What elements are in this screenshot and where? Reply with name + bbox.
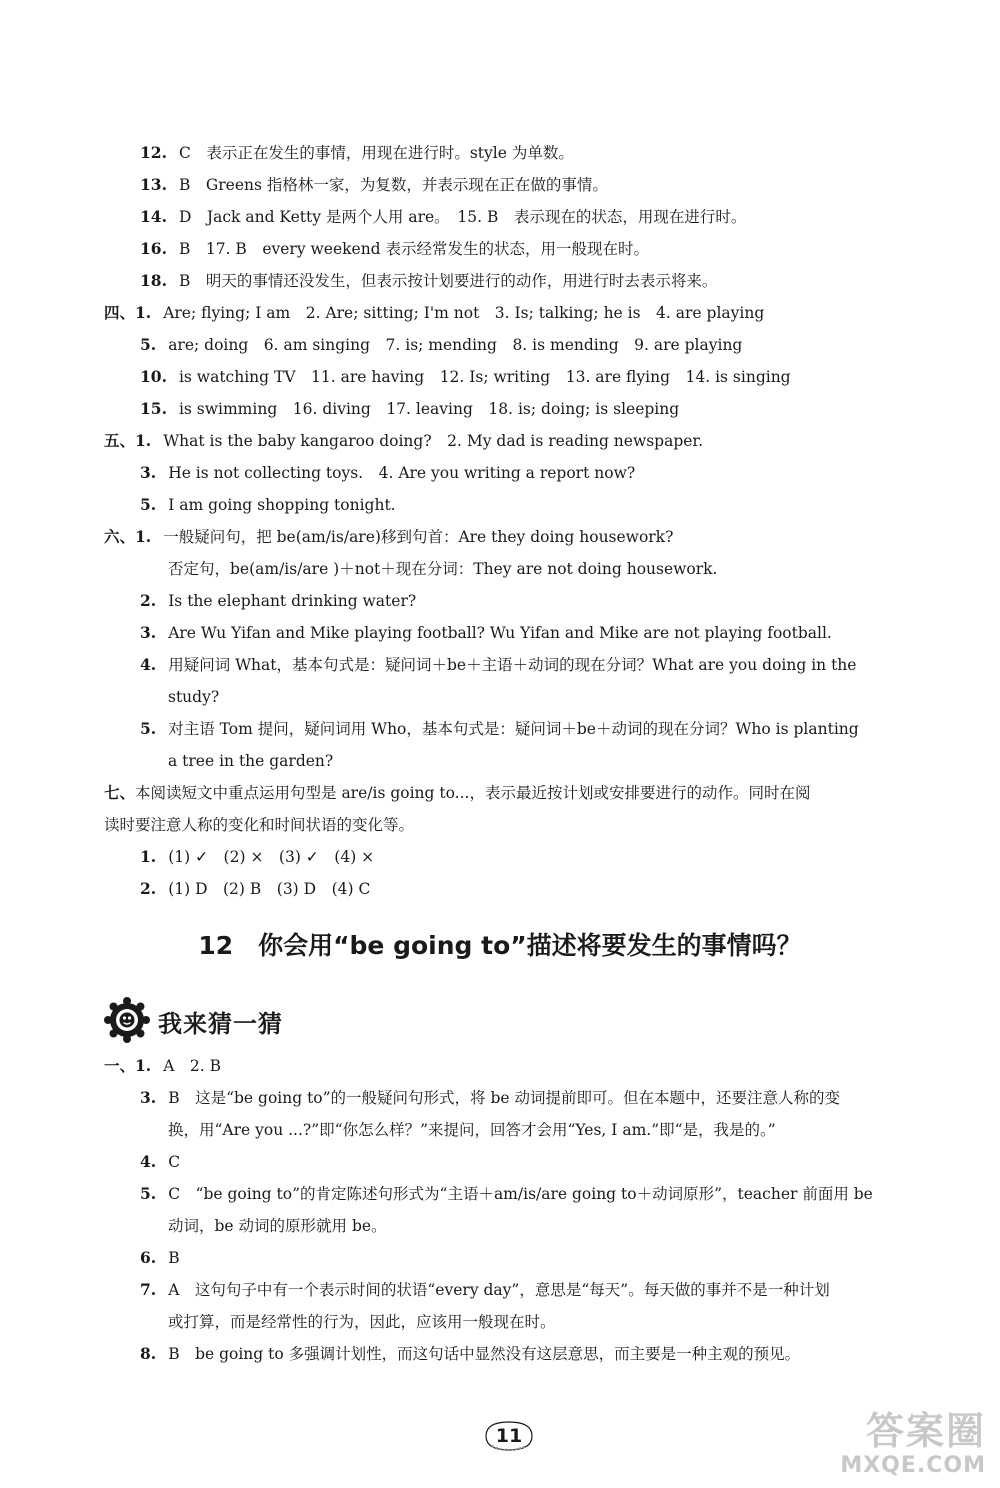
answer-line: 4. 用疑问词 What，基本句式是：疑问词＋be＋主语＋动词的现在分词？What are you doing in the	[140, 655, 857, 674]
answer-line: 10. is watching TV 11. are having 12. Is; writing 13. are flying 14. is singing	[140, 367, 791, 386]
answer-line: 2. Is the elephant drinking water?	[140, 591, 417, 610]
answer-line: 6. B	[140, 1248, 180, 1267]
gear-icon	[104, 997, 150, 1043]
answer-line: 7. A 这句句子中有一个表示时间的状语“every day”，意思是“每天”。每天做的事并不是一种计划	[140, 1280, 830, 1299]
answer-line: 18. B 明天的事情还没发生，但表示按计划要进行的动作，用进行时去表示将来。	[140, 271, 718, 290]
answer-line: 一、1. A 2. B	[104, 1056, 222, 1075]
section-number: 七、	[104, 783, 136, 802]
answer-line: 3. B 这是“be going to”的一般疑问句形式，将 be 动词提前即可。但在本题中，还要注意人称的变	[140, 1088, 841, 1107]
answer-line: 5. are; doing 6. am singing 7. is; mending 8. is mending 9. are playing	[140, 335, 743, 354]
section-number: 四、	[104, 303, 136, 322]
answer-line: study?	[168, 688, 220, 706]
answer-line: 或打算，而是经常性的行为，因此，应该用一般现在时。	[168, 1313, 556, 1331]
answer-line: 4. C	[140, 1152, 181, 1171]
section-number: 一、	[104, 1056, 136, 1075]
answer-line: 四、1. Are; flying; I am 2. Are; sitting; I'm not 3. Is; talking; he is 4. are playing	[104, 303, 765, 322]
section-number: 六、	[104, 527, 136, 546]
section-banner-label: 我来猜一猜	[158, 1010, 283, 1038]
answer-line: 七、本阅读短文中重点运用句型是 are/is going to...，表示最近按计划或安排要进行的动作。同时在阅	[104, 783, 811, 802]
answer-line: 5. I am going shopping tonight.	[140, 495, 396, 514]
answer-line: 2. (1) D (2) B (3) D (4) C	[140, 879, 371, 898]
answer-line: 16. B 17. B every weekend 表示经常发生的状态，用一般现在时。	[140, 239, 650, 258]
page-number: 11	[495, 1425, 523, 1447]
answer-line: 读时要注意人称的变化和时间状语的变化等。	[104, 816, 415, 834]
watermark-logo	[840, 1410, 986, 1480]
answer-line: 3. He is not collecting toys. 4. Are you writing a report now?	[140, 463, 636, 482]
answer-line: 5. 对主语 Tom 提问，疑问词用 Who，基本句式是：疑问词＋be＋动词的现在分词？Who is planting	[140, 719, 859, 738]
watermark-text: 答案圈	[865, 1409, 986, 1453]
section-number: 五、	[104, 431, 136, 450]
watermark-url: MXQE.COM	[840, 1453, 986, 1478]
answer-line: 3. Are Wu Yifan and Mike playing football? Wu Yifan and Mike are not playing football.	[140, 623, 832, 642]
answer-line: a tree in the garden?	[168, 752, 334, 770]
unit-title: 12 你会用“be going to”描述将要发生的事情吗？	[198, 931, 802, 960]
answer-line: 15. is swimming 16. diving 17. leaving 18. is; doing; is sleeping	[140, 399, 680, 418]
answer-line: 12. C 表示正在发生的事情，用现在进行时。style 为单数。	[140, 143, 574, 162]
answer-line: 五、1. What is the baby kangaroo doing? 2. My dad is reading newspaper.	[104, 431, 704, 450]
answer-line: 8. B be going to 多强调计划性，而这句话中显然没有这层意思，而主要是一种主观的预见。	[140, 1344, 801, 1363]
answer-line: 否定句，be(am/is/are )＋not＋现在分词：They are not doing housework.	[168, 560, 718, 578]
answer-line: 动词，be 动词的原形就用 be。	[168, 1217, 387, 1235]
answer-line: 13. B Greens 指格林一家，为复数，并表示现在正在做的事情。	[140, 175, 608, 194]
answer-line: 14. D Jack and Ketty 是两个人用 are。 15. B 表示现在的状态，用现在进行时。	[140, 207, 747, 226]
answer-line: 5. C “be going to”的肯定陈述句形式为“主语＋am/is/are going to＋动词原形”，teacher 前面用 be	[140, 1184, 873, 1203]
answer-line: 换，用“Are you ...?”即“你怎么样？”来提问，回答才会用“Yes, I am.”即“是，我是的。”	[168, 1121, 776, 1139]
answer-line: 六、1. 一般疑问句，把 be(am/is/are)移到句首：Are they doing housework?	[104, 527, 674, 546]
answer-line: 1. (1) ✓ (2) × (3) ✓ (4) ×	[140, 847, 375, 866]
